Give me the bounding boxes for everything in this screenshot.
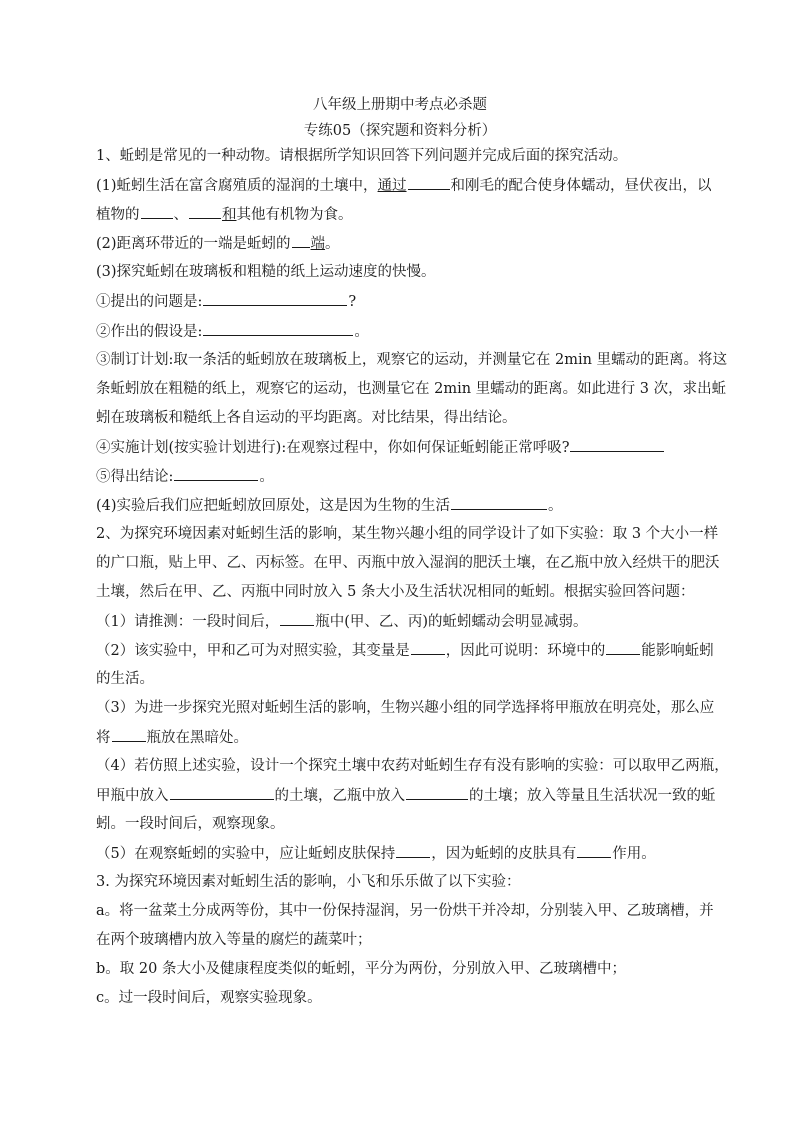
question-line-q1	[96, 147, 716, 165]
question-text: b。取 20 条大小及健康程度类似的蚯蚓，平分为两份，分别放入甲、乙玻璃槽中；	[96, 961, 626, 977]
question-text: （4）若仿照上述实验，设计一个探究土壤中农药对蚯蚓生存有没有影响的实验：可以取甲乙两瓶，	[96, 758, 729, 774]
question-line-q2-5	[96, 844, 716, 863]
question-line-q3-c	[96, 989, 716, 1007]
question-line-q2-4a	[96, 757, 729, 775]
answer-blank[interactable]	[292, 234, 310, 248]
answer-blank[interactable]	[170, 786, 274, 800]
question-text: 将	[96, 730, 111, 746]
question-text: 条蚯蚓放在粗糙的纸上，观察它的运动，也测量它在 2min 里蠕动的距离。如此进行 3 次，求出蚯	[96, 381, 727, 397]
question-text: 蚓在玻璃板和糙纸上各自运动的平均距离。对比结果，得出结论。	[96, 410, 517, 426]
question-text: ④实施计划(按实验计划进行):在观察过程中，你如何保证蚯蚓能正常呼吸?	[96, 440, 570, 456]
question-line-q3-a2	[96, 931, 716, 949]
question-line-q1-4	[96, 496, 716, 515]
question-line-q2-4c	[96, 815, 716, 833]
question-text: （3）为进一步探究光照对蚯蚓生活的影响，生物兴趣小组的同学选择将甲瓶放在明亮处，那么应	[96, 700, 715, 716]
page-subtitle: 专练05（探究题和资料分析）	[303, 123, 497, 139]
answer-blank[interactable]	[411, 641, 445, 655]
question-line-q2-3b	[96, 728, 716, 747]
question-text: 瓶放在黑暗处。	[146, 730, 248, 746]
question-text: 、	[173, 207, 188, 223]
question-text: 的生活。	[96, 671, 154, 687]
question-text: 其他有机物为食。	[236, 207, 353, 223]
question-text: 作用。	[612, 846, 656, 862]
question-text: ?	[348, 294, 357, 310]
answer-blank[interactable]	[174, 467, 258, 481]
answer-blank[interactable]	[577, 844, 611, 858]
question-text: 甲瓶中放入	[96, 788, 169, 804]
question-line-q2-1	[96, 612, 716, 631]
answer-blank[interactable]	[406, 786, 468, 800]
question-text: ③制订计划:取一条活的蚯蚓放在玻璃板上，观察它的运动，并测量它在 2min 里蠕动的距离。将这	[96, 352, 728, 368]
question-text: 的土壤；放入等量且生活状况一致的蚯	[469, 788, 716, 804]
question-text: 在两个玻璃槽内放入等量的腐烂的蔬菜叶；	[96, 932, 372, 948]
question-line-q2b	[96, 554, 720, 572]
question-text: ，因此可说明：环境中的	[445, 643, 606, 659]
question-text: a。将一盆菜土分成两等份，其中一份保持湿润，另一份烘干并冷却，分别装入甲、乙玻璃槽，并	[96, 903, 714, 919]
question-text: (3)探究蚯蚓在玻璃板和粗糙的纸上运动速度的快慢。	[96, 264, 436, 280]
question-text: (2)距离环带近的一端是蚯蚓的	[96, 236, 291, 252]
question-text: 的广口瓶，贴上甲、乙、丙标签。在甲、丙瓶中放入湿润的肥沃土壤，在乙瓶中放入经烘干的肥沃	[96, 555, 720, 571]
answer-blank[interactable]	[606, 641, 640, 655]
page-title: 八年级上册期中考点必杀题	[313, 97, 487, 113]
answer-blank[interactable]	[203, 322, 353, 336]
question-line-q2-2b	[96, 670, 716, 688]
answer-blank[interactable]	[408, 176, 450, 190]
question-line-q1-2	[96, 234, 716, 253]
question-text: 1、蚯蚓是常见的一种动物。请根据所学知识回答下列问题并完成后面的探究活动。	[96, 148, 628, 164]
question-text: 3. 为探究环境因素对蚯蚓生活的影响，小飞和乐乐做了以下实验：	[96, 874, 521, 890]
question-text: 和刚毛的配合使身体蠕动，昼伏夜出，以	[450, 178, 712, 194]
question-text: 植物的	[96, 207, 140, 223]
question-text: 瓶中(甲、乙、丙)的蚯蚓蠕动会明显减弱。	[315, 614, 588, 630]
question-text: （1）请推测：一段时间后，	[96, 614, 280, 630]
question-line-q3-b	[96, 960, 716, 978]
answer-blank[interactable]	[396, 844, 430, 858]
question-text: (1)蚯蚓生活在富含腐殖质的湿润的土壤中，	[96, 178, 378, 194]
question-text: ①提出的问题是:	[96, 294, 203, 310]
question-text: 蚓。一段时间后，观察现象。	[96, 816, 285, 832]
question-text: 。	[354, 324, 369, 340]
question-line-q3-a1	[96, 902, 716, 920]
answer-blank[interactable]	[112, 728, 146, 742]
underlined-text: 通过	[377, 178, 407, 194]
question-line-q1-1a	[96, 176, 716, 195]
underlined-text: 端	[310, 236, 326, 252]
question-line-q1-3-3c	[96, 409, 716, 427]
answer-blank[interactable]	[570, 438, 664, 452]
question-line-q1-3-1	[96, 292, 716, 311]
question-text: ，因为蚯蚓的皮肤具有	[431, 846, 577, 862]
question-line-q1-3-5	[96, 467, 716, 486]
question-text: c。过一段时间后，观察实验现象。	[96, 990, 322, 1006]
question-line-q2-3a	[96, 699, 716, 717]
answer-blank[interactable]	[203, 292, 347, 306]
question-line-q1-3-4	[96, 438, 716, 457]
question-text: 。	[548, 498, 563, 514]
question-text: 能影响蚯蚓	[641, 643, 714, 659]
question-text: （2）该实验中，甲和乙可为对照实验，其变量是	[96, 643, 410, 659]
answer-blank[interactable]	[451, 496, 547, 510]
question-line-q3	[96, 873, 716, 891]
question-text: ②作出的假设是:	[96, 324, 203, 340]
question-text: 的土壤，乙瓶中放入	[274, 788, 405, 804]
question-text: 。	[259, 469, 274, 485]
question-text: 2、为探究环境因素对蚯蚓生活的影响，某生物兴趣小组的同学设计了如下实验：取 3 个大小一样	[96, 526, 719, 542]
question-line-q1-3-2	[96, 322, 716, 341]
question-line-q1-3	[96, 263, 716, 281]
answer-blank[interactable]	[189, 205, 221, 219]
question-line-q2c	[96, 583, 716, 601]
question-text: (4)实验后我们应把蚯蚓放回原处，这是因为生物的生活	[96, 498, 451, 514]
question-text: （5）在观察蚯蚓的实验中，应让蚯蚓皮肤保持	[96, 846, 396, 862]
question-line-q1-3-3b	[96, 380, 727, 398]
question-text: 。	[325, 236, 340, 252]
question-line-q2-4b	[96, 786, 716, 805]
question-line-q2-2a	[96, 641, 716, 660]
question-line-q2a	[96, 525, 719, 543]
question-line-q1-3-3a	[96, 351, 728, 369]
answer-blank[interactable]	[141, 205, 173, 219]
question-text: ⑤得出结论:	[96, 469, 174, 485]
answer-blank[interactable]	[280, 612, 314, 626]
question-text: 土壤，然后在甲、乙、丙瓶中同时放入 5 条大小及生活状况相同的蚯蚓。根据实验回答问题：	[96, 584, 695, 600]
underlined-text: 和	[222, 207, 237, 223]
question-line-q1-1b	[96, 205, 716, 224]
